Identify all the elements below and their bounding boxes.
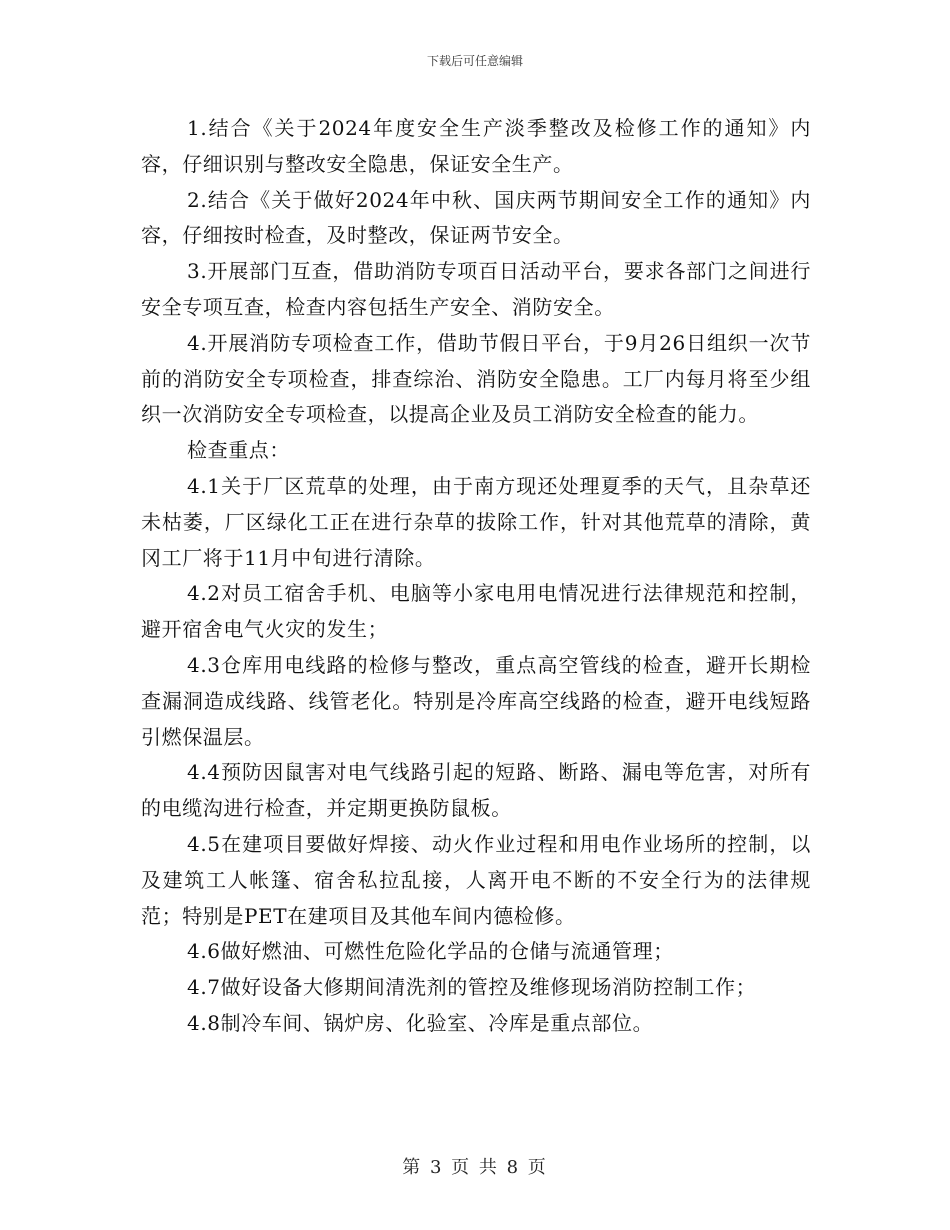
paragraph-item-1: 1.结合《关于2024年度安全生产淡季整改及检修工作的通知》内容，仔细识别与整改安全隐患，保证安全生产。 xyxy=(141,116,811,176)
paragraph-item-4-1: 4.1关于厂区荒草的处理，由于南方现还处理夏季的天气，且杂草还未枯萎，厂区绿化工正在进行杂草的拔除工作，针对其他荒草的清除，黄冈工厂将于11月中旬进行清除。 xyxy=(141,473,811,570)
paragraph-item-3: 3.开展部门互查，借助消防专项百日活动平台，要求各部门之间进行安全专项互查，检查内容包括生产安全、消防安全。 xyxy=(141,259,811,319)
paragraph-item-2: 2.结合《关于做好2024年中秋、国庆两节期间安全工作的通知》内容，仔细按时检查，及时整改，保证两节安全。 xyxy=(141,187,811,248)
section-heading-inspection-focus: 检查重点： xyxy=(187,438,290,463)
paragraph-item-4: 4.开展消防专项检查工作，借助节假日平台，于9月26日组织一次节前的消防安全专项检查，排查综治、消防安全隐患。工厂内每月将至少组织一次消防安全专项检查，以提高企业及员工消防安全检查的能力。 xyxy=(141,330,811,427)
paragraph-item-4-4: 4.4预防因鼠害对电气线路引起的短路、断路、漏电等危害，对所有的电缆沟进行检查，并定期更换防鼠板。 xyxy=(141,760,811,821)
page-footer-page-number: 第 3 页 共 8 页 xyxy=(402,1157,548,1178)
paragraph-item-4-7: 4.7做好设备大修期间清洗剂的管控及维修现场消防控制工作； xyxy=(187,975,757,1000)
document-body xyxy=(141,111,811,1042)
paragraph-item-4-2: 4.2对员工宿舍手机、电脑等小家电用电情况进行法律规范和控制，避开宿舍电气火灾的发生； xyxy=(141,581,811,642)
paragraph-item-4-3: 4.3仓库用电线路的检修与整改，重点高空管线的检查，避开长期检查漏洞造成线路、线管老化。特别是冷库高空线路的检查，避开电线短路引燃保温层。 xyxy=(141,652,811,749)
paragraph-item-4-8: 4.8制冷车间、锅炉房、化验室、冷库是重点部位。 xyxy=(187,1010,654,1035)
page-header: 下载后可任意编辑 xyxy=(426,54,523,68)
paragraph-item-4-6: 4.6做好燃油、可燃性危险化学品的仓储与流通管理； xyxy=(187,939,674,964)
paragraph-item-4-5: 4.5在建项目要做好焊接、动火作业过程和用电作业场所的控制，以及建筑工人帐篷、宿舍私拉乱接，人离开电不断的不安全行为的法律规范；特别是PET在建项目及其他车间内德检修。 xyxy=(141,831,811,928)
